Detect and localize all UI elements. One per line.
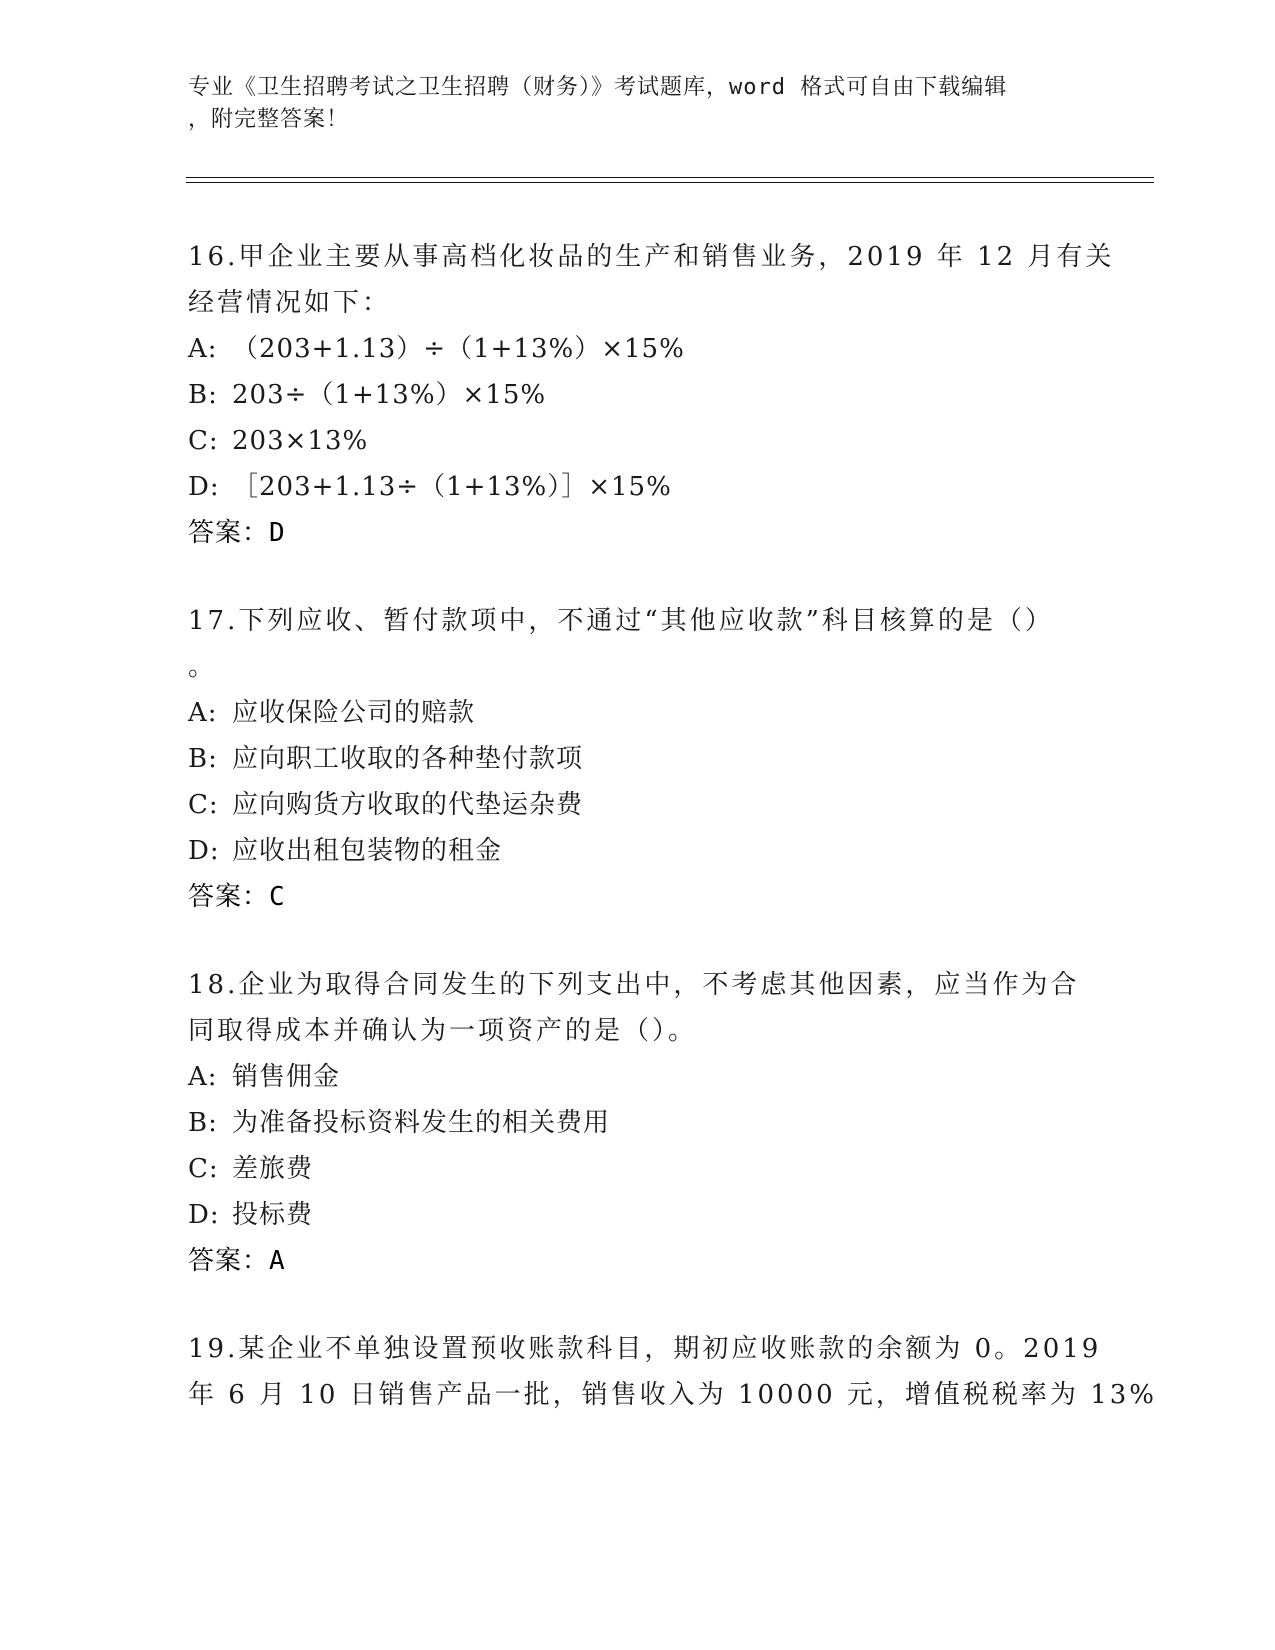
question-stem-line: 。 bbox=[188, 652, 218, 682]
option-text: （203+1.13）÷（1+13%）×15% bbox=[232, 334, 685, 364]
option-text: 销售佣金 bbox=[232, 1062, 341, 1092]
answer-value: D bbox=[269, 518, 286, 548]
option-c bbox=[188, 1146, 1088, 1192]
question-stem-line: 18.企业为取得合同发生的下列支出中，不考虑其他因素，应当作为合 bbox=[188, 970, 1080, 1000]
option-letter: B: bbox=[188, 744, 218, 774]
option-letter: C: bbox=[188, 1154, 219, 1184]
header-line-2: ，附完整答案！ bbox=[188, 107, 350, 132]
option-letter: C: bbox=[188, 426, 219, 456]
option-a bbox=[188, 690, 1088, 736]
question-stem-line: 年 6 月 10 日销售产品一批，销售收入为 10000 元，增值税税率为 13% bbox=[188, 1380, 1157, 1410]
answer-label: 答案： bbox=[188, 882, 270, 912]
header-divider-bottom bbox=[186, 182, 1154, 183]
question-stem-line: 经营情况如下： bbox=[188, 288, 392, 318]
option-letter: D: bbox=[188, 836, 220, 866]
option-c bbox=[188, 782, 1088, 828]
option-letter: D: bbox=[188, 472, 220, 502]
document-header bbox=[188, 72, 1068, 136]
option-text: 差旅费 bbox=[232, 1154, 314, 1184]
answer-line bbox=[188, 1238, 1088, 1284]
answer-line bbox=[188, 874, 1088, 920]
option-letter: B: bbox=[188, 1108, 218, 1138]
header-line-1: 专业《卫生招聘考试之卫生招聘（财务）》考试题库，word 格式可自由下载编辑 bbox=[188, 75, 1008, 100]
question-16 bbox=[188, 234, 1115, 556]
option-b bbox=[188, 372, 1088, 418]
answer-value: C bbox=[269, 882, 286, 912]
answer-label: 答案： bbox=[188, 518, 270, 548]
option-text: 投标费 bbox=[232, 1200, 314, 1230]
option-d bbox=[188, 1192, 1088, 1238]
option-a bbox=[188, 326, 1088, 372]
option-text: 为准备投标资料发生的相关费用 bbox=[232, 1108, 611, 1138]
option-text: 应向购货方收取的代垫运杂费 bbox=[232, 790, 584, 820]
question-stem-line: 同取得成本并确认为一项资产的是（）。 bbox=[188, 1016, 698, 1046]
option-b bbox=[188, 1100, 1088, 1146]
header-divider-top bbox=[186, 177, 1154, 178]
option-b bbox=[188, 736, 1088, 782]
answer-label: 答案： bbox=[188, 1246, 270, 1276]
question-18 bbox=[188, 962, 1088, 1284]
option-letter: A: bbox=[188, 698, 218, 728]
question-stem-line: 16.甲企业主要从事高档化妆品的生产和销售业务，2019 年 12 月有关 bbox=[188, 242, 1115, 272]
option-text: 203×13% bbox=[232, 426, 369, 456]
option-letter: A: bbox=[188, 334, 218, 364]
option-a bbox=[188, 1054, 1088, 1100]
option-text: 203÷（1+13%）×15% bbox=[232, 380, 547, 410]
answer-line bbox=[188, 510, 1088, 556]
option-d bbox=[188, 828, 1088, 874]
question-stem-line: 17.下列应收、暂付款项中，不通过“其他应收款”科目核算的是（） bbox=[188, 606, 1054, 636]
option-c bbox=[188, 418, 1088, 464]
option-text: ［203+1.13÷（1+13%）］×15% bbox=[232, 472, 672, 502]
option-letter: A: bbox=[188, 1062, 218, 1092]
question-17 bbox=[188, 598, 1088, 920]
option-text: 应向职工收取的各种垫付款项 bbox=[232, 744, 584, 774]
answer-value: A bbox=[269, 1246, 286, 1276]
option-text: 应收出租包装物的租金 bbox=[232, 836, 503, 866]
option-d bbox=[188, 464, 1088, 510]
option-letter: B: bbox=[188, 380, 218, 410]
option-text: 应收保险公司的赔款 bbox=[232, 698, 476, 728]
option-letter: C: bbox=[188, 790, 219, 820]
question-19 bbox=[188, 1326, 1157, 1418]
option-letter: D: bbox=[188, 1200, 220, 1230]
question-stem-line: 19.某企业不单独设置预收账款科目，期初应收账款的余额为 0。2019 bbox=[188, 1334, 1102, 1364]
